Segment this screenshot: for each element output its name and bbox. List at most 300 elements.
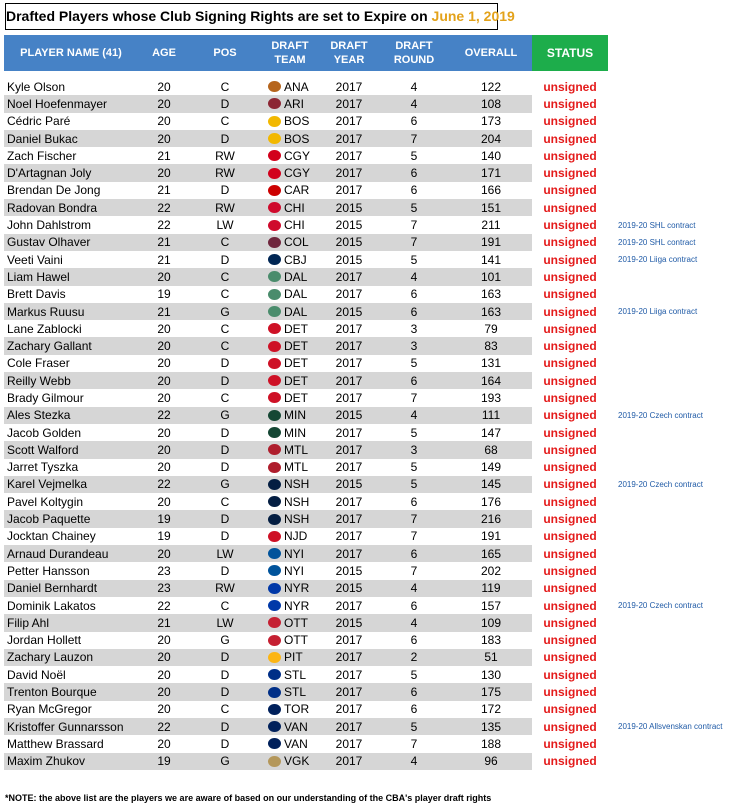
- player-pos: C: [220, 702, 230, 717]
- team-code: NYR: [284, 581, 310, 596]
- table-row: [4, 562, 735, 579]
- draft-year: 2017: [335, 373, 363, 388]
- team-code: ANA: [284, 79, 309, 94]
- player-name: Filip Ahl: [7, 615, 50, 630]
- draft-round: 6: [410, 373, 418, 388]
- contract-note: 2019-20 Czech contract: [618, 479, 703, 489]
- team-logo-icon: [268, 81, 281, 92]
- player-pos: D: [220, 442, 230, 457]
- team-code: CGY: [284, 148, 311, 163]
- header-player-name: PLAYER NAME (41): [4, 35, 138, 71]
- player-name: Petter Hansson: [7, 563, 90, 578]
- player-age: 23: [157, 581, 171, 596]
- player-table-body: [4, 78, 735, 770]
- draft-round: 7: [410, 390, 418, 405]
- draft-team: [260, 529, 320, 543]
- team-logo-icon: [268, 669, 281, 680]
- player-name: Trenton Bourque: [7, 685, 97, 700]
- status-label: unsigned: [543, 356, 597, 371]
- player-age: 21: [157, 148, 171, 163]
- status-label: unsigned: [543, 96, 597, 111]
- player-pos: D: [220, 460, 230, 475]
- status-label: unsigned: [543, 200, 597, 215]
- draft-round: 6: [410, 633, 418, 648]
- status-label: unsigned: [543, 702, 597, 717]
- status-label: unsigned: [543, 373, 597, 388]
- team-code: MIN: [284, 425, 306, 440]
- contract-note: 2019-20 SHL contract: [618, 220, 696, 230]
- draft-overall: 204: [480, 131, 502, 146]
- draft-round: 5: [410, 425, 418, 440]
- team-code: CGY: [284, 166, 311, 181]
- contract-note: 2019-20 Czech contract: [618, 601, 703, 611]
- draft-team: [260, 720, 320, 734]
- status-label: unsigned: [543, 754, 597, 769]
- team-code: DAL: [284, 304, 308, 319]
- table-row: [4, 389, 735, 406]
- draft-overall: 101: [480, 269, 502, 284]
- table-row: [4, 441, 735, 458]
- draft-team: [260, 270, 320, 284]
- draft-overall: 149: [480, 460, 502, 475]
- draft-year: 2015: [335, 252, 363, 267]
- player-pos: RW: [215, 581, 235, 596]
- table-row: [4, 113, 735, 130]
- draft-round: 6: [410, 685, 418, 700]
- player-pos: C: [220, 598, 230, 613]
- table-row: [4, 753, 735, 770]
- player-age: 20: [157, 494, 171, 509]
- team-logo-icon: [268, 341, 281, 352]
- draft-overall: 111: [481, 408, 501, 423]
- status-label: unsigned: [543, 339, 597, 354]
- team-logo-icon: [268, 254, 281, 265]
- player-pos: C: [220, 390, 230, 405]
- header-age: AGE: [138, 35, 190, 71]
- team-code: DET: [284, 321, 308, 336]
- draft-round: 4: [410, 96, 418, 111]
- table-row: [4, 528, 735, 545]
- draft-overall: 171: [480, 166, 502, 181]
- draft-overall: 216: [480, 512, 502, 527]
- team-code: STL: [284, 667, 307, 682]
- player-pos: D: [220, 685, 230, 700]
- team-logo-icon: [268, 392, 281, 403]
- player-age: 20: [157, 633, 171, 648]
- draft-round: 6: [410, 183, 418, 198]
- team-logo-icon: [268, 479, 281, 490]
- player-age: 20: [157, 425, 171, 440]
- draft-year: 2017: [335, 512, 363, 527]
- table-row: [4, 286, 735, 303]
- team-logo-icon: [268, 289, 281, 300]
- team-code: MTL: [284, 460, 308, 475]
- status-label: unsigned: [543, 304, 597, 319]
- draft-overall: 173: [480, 114, 502, 129]
- draft-round: 6: [410, 166, 418, 181]
- draft-team: [260, 132, 320, 146]
- player-name: Cédric Paré: [7, 114, 71, 129]
- player-name: Dominik Lakatos: [7, 598, 96, 613]
- player-pos: D: [220, 529, 230, 544]
- team-logo-icon: [268, 133, 281, 144]
- draft-overall: 164: [480, 373, 502, 388]
- header-pos: POS: [190, 35, 260, 71]
- status-label: unsigned: [543, 114, 597, 129]
- team-logo-icon: [268, 565, 281, 576]
- status-label: unsigned: [543, 460, 597, 475]
- player-name: Brett Davis: [7, 287, 66, 302]
- draft-round: 5: [410, 667, 418, 682]
- player-name: Kristoffer Gunnarsson: [7, 719, 124, 734]
- draft-team: [260, 80, 320, 94]
- draft-team: [260, 426, 320, 440]
- draft-year: 2017: [335, 685, 363, 700]
- status-label: unsigned: [543, 442, 597, 457]
- draft-team: [260, 599, 320, 613]
- team-code: COL: [284, 235, 309, 250]
- player-name: Kyle Olson: [7, 79, 66, 94]
- player-age: 20: [157, 390, 171, 405]
- player-age: 20: [157, 736, 171, 751]
- draft-team: [260, 477, 320, 491]
- player-age: 20: [157, 460, 171, 475]
- player-age: 20: [157, 650, 171, 665]
- table-header: [4, 35, 608, 71]
- draft-overall: 163: [480, 287, 502, 302]
- team-code: VGK: [284, 754, 310, 769]
- draft-year: 2015: [335, 304, 363, 319]
- draft-year: 2015: [335, 408, 363, 423]
- title-prefix: Drafted Players whose Club Signing Rights are set to Expire on: [6, 8, 432, 24]
- draft-round: 3: [410, 321, 418, 336]
- team-code: BOS: [284, 114, 310, 129]
- draft-team: [260, 650, 320, 664]
- player-name: Brady Gilmour: [7, 390, 84, 405]
- draft-overall: 151: [480, 200, 502, 215]
- player-pos: C: [220, 321, 230, 336]
- team-logo-icon: [268, 704, 281, 715]
- status-label: unsigned: [543, 425, 597, 440]
- draft-team: [260, 408, 320, 422]
- draft-team: [260, 460, 320, 474]
- player-age: 20: [157, 131, 171, 146]
- table-row: [4, 718, 735, 735]
- team-logo-icon: [268, 271, 281, 282]
- status-label: unsigned: [543, 512, 597, 527]
- player-name: Jacob Golden: [7, 425, 82, 440]
- player-name: Pavel Koltygin: [7, 494, 84, 509]
- draft-team: [260, 564, 320, 578]
- player-age: 20: [157, 442, 171, 457]
- draft-round: 4: [410, 79, 418, 94]
- table-row: [4, 372, 735, 389]
- player-age: 22: [157, 719, 171, 734]
- status-label: unsigned: [543, 183, 597, 198]
- draft-year: 2017: [335, 494, 363, 509]
- team-code: DET: [284, 373, 308, 388]
- team-code: BOS: [284, 131, 310, 146]
- player-pos: G: [220, 408, 230, 423]
- draft-team: [260, 218, 320, 232]
- player-pos: RW: [215, 166, 235, 181]
- draft-year: 2017: [335, 321, 363, 336]
- draft-round: 6: [410, 114, 418, 129]
- draft-team: [260, 235, 320, 249]
- draft-overall: 172: [480, 702, 502, 717]
- draft-overall: 145: [480, 477, 502, 492]
- player-name: Daniel Bukac: [7, 131, 78, 146]
- draft-overall: 79: [484, 321, 498, 336]
- status-label: unsigned: [543, 131, 597, 146]
- player-name: Reilly Webb: [7, 373, 71, 388]
- team-code: VAN: [284, 736, 308, 751]
- footnote: *NOTE: the above list are the players we are aware of based on our understanding of the CBA's player draft rights: [5, 793, 492, 803]
- draft-team: [260, 305, 320, 319]
- team-logo-icon: [268, 306, 281, 317]
- player-age: 20: [157, 356, 171, 371]
- player-pos: C: [220, 339, 230, 354]
- draft-year: 2017: [335, 287, 363, 302]
- draft-overall: 131: [480, 356, 502, 371]
- status-label: unsigned: [543, 546, 597, 561]
- draft-team: [260, 253, 320, 267]
- table-row: [4, 424, 735, 441]
- player-age: 21: [157, 304, 171, 319]
- draft-round: 5: [410, 356, 418, 371]
- team-code: STL: [284, 685, 307, 700]
- draft-overall: 147: [480, 425, 502, 440]
- draft-overall: 166: [480, 183, 502, 198]
- status-label: unsigned: [543, 218, 597, 233]
- team-logo-icon: [268, 548, 281, 559]
- player-name: Matthew Brassard: [7, 736, 104, 751]
- draft-year: 2017: [335, 425, 363, 440]
- player-age: 19: [157, 529, 171, 544]
- player-pos: C: [220, 235, 230, 250]
- player-age: 19: [157, 754, 171, 769]
- player-pos: D: [220, 356, 230, 371]
- draft-overall: 96: [484, 754, 498, 769]
- team-code: NSH: [284, 512, 310, 527]
- draft-overall: 183: [480, 633, 502, 648]
- contract-note: 2019-20 Allsvenskan contract: [618, 722, 723, 732]
- status-label: unsigned: [543, 633, 597, 648]
- team-logo-icon: [268, 98, 281, 109]
- draft-team: [260, 702, 320, 716]
- player-age: 20: [157, 166, 171, 181]
- draft-team: [260, 512, 320, 526]
- status-label: unsigned: [543, 477, 597, 492]
- player-age: 22: [157, 408, 171, 423]
- status-label: unsigned: [543, 615, 597, 630]
- player-name: Veeti Vaini: [7, 252, 63, 267]
- draft-year: 2017: [335, 442, 363, 457]
- player-name: Jordan Hollett: [7, 633, 82, 648]
- table-row: [4, 355, 735, 372]
- draft-year: 2015: [335, 581, 363, 596]
- draft-team: [260, 391, 320, 405]
- player-age: 22: [157, 218, 171, 233]
- table-row: [4, 580, 735, 597]
- team-logo-icon: [268, 652, 281, 663]
- team-logo-icon: [268, 687, 281, 698]
- table-row: [4, 614, 735, 631]
- team-code: DET: [284, 390, 308, 405]
- draft-team: [260, 737, 320, 751]
- draft-round: 7: [410, 563, 418, 578]
- draft-round: 4: [410, 269, 418, 284]
- team-logo-icon: [268, 738, 281, 749]
- table-row: [4, 182, 735, 199]
- player-pos: D: [220, 131, 230, 146]
- team-logo-icon: [268, 635, 281, 646]
- player-name: Brendan De Jong: [7, 183, 101, 198]
- team-code: CHI: [284, 218, 305, 233]
- draft-round: 4: [410, 615, 418, 630]
- status-label: unsigned: [543, 529, 597, 544]
- team-logo-icon: [268, 514, 281, 525]
- status-label: unsigned: [543, 148, 597, 163]
- draft-overall: 140: [480, 148, 502, 163]
- player-pos: G: [220, 304, 230, 319]
- draft-round: 5: [410, 252, 418, 267]
- draft-overall: 51: [484, 650, 498, 665]
- player-pos: C: [220, 79, 230, 94]
- draft-team: [260, 374, 320, 388]
- team-code: NYI: [284, 546, 305, 561]
- table-row: [4, 701, 735, 718]
- status-label: unsigned: [543, 685, 597, 700]
- team-logo-icon: [268, 496, 281, 507]
- status-label: unsigned: [543, 269, 597, 284]
- draft-round: 6: [410, 598, 418, 613]
- team-code: OTT: [284, 615, 308, 630]
- team-logo-icon: [268, 375, 281, 386]
- draft-year: 2015: [335, 563, 363, 578]
- team-logo-icon: [268, 427, 281, 438]
- player-pos: G: [220, 477, 230, 492]
- table-row: [4, 164, 735, 181]
- draft-round: 6: [410, 287, 418, 302]
- status-label: unsigned: [543, 235, 597, 250]
- team-code: TOR: [284, 702, 310, 717]
- draft-year: 2017: [335, 131, 363, 146]
- status-label: unsigned: [543, 563, 597, 578]
- team-code: NSH: [284, 494, 310, 509]
- header-draft-team: DRAFT TEAM: [260, 35, 320, 71]
- status-label: unsigned: [543, 252, 597, 267]
- table-row: [4, 78, 735, 95]
- status-label: unsigned: [543, 321, 597, 336]
- player-age: 21: [157, 183, 171, 198]
- player-age: 20: [157, 667, 171, 682]
- draft-overall: 157: [480, 598, 502, 613]
- status-label: unsigned: [543, 650, 597, 665]
- draft-team: [260, 547, 320, 561]
- player-age: 20: [157, 96, 171, 111]
- team-logo-icon: [268, 202, 281, 213]
- player-name: Scott Walford: [7, 442, 79, 457]
- player-age: 21: [157, 615, 171, 630]
- player-pos: RW: [215, 200, 235, 215]
- draft-round: 5: [410, 148, 418, 163]
- status-label: unsigned: [543, 287, 597, 302]
- draft-year: 2017: [335, 339, 363, 354]
- draft-year: 2015: [335, 218, 363, 233]
- draft-round: 5: [410, 477, 418, 492]
- draft-year: 2017: [335, 736, 363, 751]
- draft-round: 7: [410, 218, 418, 233]
- table-row: [4, 735, 735, 752]
- draft-round: 6: [410, 702, 418, 717]
- team-logo-icon: [268, 600, 281, 611]
- player-name: John Dahlstrom: [7, 218, 92, 233]
- player-pos: G: [220, 633, 230, 648]
- team-logo-icon: [268, 583, 281, 594]
- draft-team: [260, 668, 320, 682]
- header-overall: OVERALL: [450, 35, 532, 71]
- player-age: 22: [157, 598, 171, 613]
- player-name: Maxim Zhukov: [7, 754, 86, 769]
- player-age: 19: [157, 512, 171, 527]
- team-logo-icon: [268, 410, 281, 421]
- draft-team: [260, 581, 320, 595]
- table-row: [4, 632, 735, 649]
- draft-year: 2017: [335, 96, 363, 111]
- player-age: 21: [157, 235, 171, 250]
- draft-overall: 135: [480, 719, 502, 734]
- player-name: Gustav Olhaver: [7, 235, 91, 250]
- draft-overall: 191: [480, 529, 502, 544]
- draft-round: 7: [410, 529, 418, 544]
- draft-year: 2015: [335, 235, 363, 250]
- team-code: MTL: [284, 442, 308, 457]
- contract-note: 2019-20 Czech contract: [618, 410, 703, 420]
- player-age: 20: [157, 79, 171, 94]
- draft-round: 4: [410, 581, 418, 596]
- player-pos: D: [220, 373, 230, 388]
- header-draft-year: DRAFT YEAR: [320, 35, 378, 71]
- draft-overall: 119: [481, 581, 501, 596]
- draft-overall: 122: [480, 79, 502, 94]
- player-pos: D: [220, 650, 230, 665]
- table-row: [4, 459, 735, 476]
- draft-team: [260, 616, 320, 630]
- team-code: DAL: [284, 287, 308, 302]
- player-pos: D: [220, 96, 230, 111]
- player-name: Arnaud Durandeau: [7, 546, 109, 561]
- draft-round: 5: [410, 719, 418, 734]
- player-name: Karel Vejmelka: [7, 477, 88, 492]
- draft-team: [260, 201, 320, 215]
- table-row: [4, 337, 735, 354]
- team-code: NSH: [284, 477, 310, 492]
- status-label: unsigned: [543, 166, 597, 181]
- player-age: 20: [157, 114, 171, 129]
- table-row: [4, 234, 735, 251]
- draft-round: 5: [410, 200, 418, 215]
- table-row: [4, 95, 735, 112]
- header-status: STATUS: [532, 35, 608, 71]
- contract-note: 2019-20 Liiga contract: [618, 255, 698, 265]
- player-age: 20: [157, 702, 171, 717]
- draft-team: [260, 443, 320, 457]
- status-label: unsigned: [543, 79, 597, 94]
- team-logo-icon: [268, 220, 281, 231]
- draft-overall: 163: [480, 304, 502, 319]
- player-age: 22: [157, 477, 171, 492]
